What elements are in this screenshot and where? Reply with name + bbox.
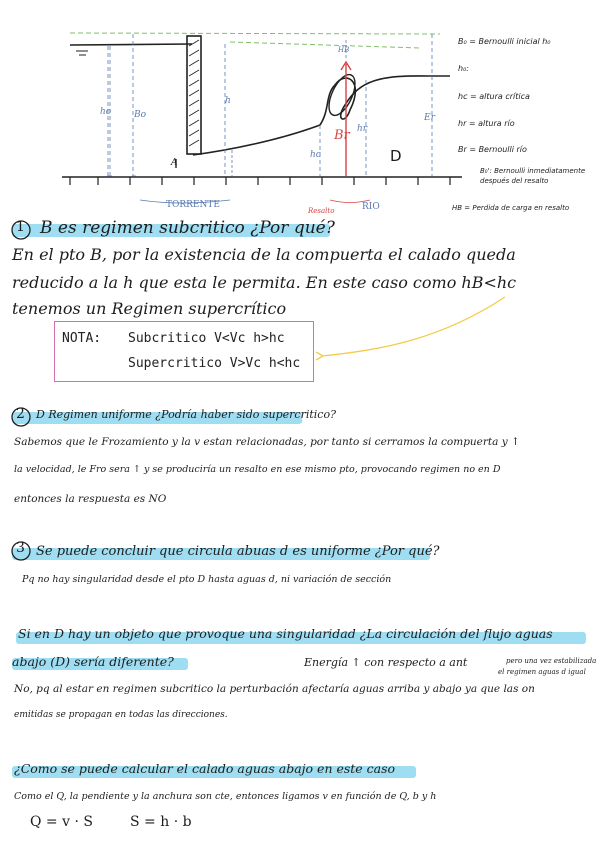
q4-side-note: pero una vez estabilizada (506, 657, 597, 665)
q4-side-note: el regimen aguas d igual (498, 668, 586, 676)
q3-number: 3 (16, 540, 25, 556)
q5-formula-q: Q = v · S (30, 814, 93, 830)
label-br: Br (334, 128, 350, 143)
legend-item: Br = Bernoulli río (458, 145, 527, 154)
label-er: Er (424, 113, 435, 123)
q4-title: abajo (D) sería diferente? (12, 654, 174, 669)
q1-line: En el pto B, por la existencia de la compuerta el calado queda (12, 245, 516, 264)
label-hb: HB (338, 46, 350, 54)
label-bo: Bo (134, 110, 147, 120)
q5-line: Como el Q, la pendiente y la anchura son cte, entonces ligamos v en función de Q, b y h (14, 791, 437, 802)
q4-line: No, pq al estar en regimen subcritico la perturbación afectaría aguas arriba y abajo ya que las on (14, 683, 535, 695)
legend-item: hc = altura crítica (458, 92, 530, 101)
q2-title: D Regimen uniforme ¿Podría haber sido supercritico? (36, 408, 336, 421)
note-line-supercritico: Supercritico V>Vc h<hc (128, 356, 301, 371)
q1-line: tenemos un Regimen supercrítico (12, 299, 287, 318)
note-label: NOTA: (62, 331, 102, 346)
q4-side-note: Energía ↑ con respecto a ant (304, 656, 468, 669)
q2-line: la velocidad, le Fro sera ↑ y se produciría un resalto en ese mismo pto, provocando regimen no en D (14, 464, 501, 475)
legend-item: B₀ = Bernoulli inicial h₀ (458, 37, 551, 46)
yellow-arrow (0, 0, 600, 400)
q4-title: Si en D hay un objeto que provoque una singularidad ¿La circulación del flujo aguas (18, 626, 553, 641)
q5-formula-s: S = h · b (130, 814, 192, 830)
q3-title: Se puede concluir que circula abuas d es uniforme ¿Por qué? (36, 544, 440, 559)
q3-line: Pq no hay singularidad desde el pto D hasta aguas d, ni variación de sección (22, 574, 392, 585)
note-line-subcritico: Subcritico V<Vc h>hc (128, 331, 285, 346)
q1-title: B es regimen subcritico ¿Por qué? (40, 218, 335, 238)
q1-line: reducido a la h que esta le permita. En este caso como hB<hc (12, 273, 517, 292)
label-hr: hr (357, 124, 368, 134)
legend-item: h₀: (458, 64, 469, 73)
q2-line: Sabemos que le Frozamiento y la v estan relacionadas, por tanto si cerramos la compuerta y ↑ (14, 436, 520, 448)
label-ho: ho (100, 107, 112, 117)
q2-number: 2 (16, 406, 25, 422)
label-torrente: TORRENTE (166, 200, 220, 210)
label-h: h (225, 96, 231, 106)
q2-line: entonces la respuesta es NO (14, 493, 167, 505)
q4-line: emitidas se propagan en todas las direcciones. (14, 710, 228, 720)
label-a: A (171, 158, 178, 168)
label-hc: hc (310, 150, 321, 160)
legend-item: B₀': Bernoulli inmediatamente después del resalto (480, 167, 586, 185)
legend-item: HB = Perdida de carga en resalto (452, 204, 570, 212)
q1-number: 1 (16, 219, 25, 235)
legend-item: hr = altura río (458, 119, 515, 128)
label-resalto: Resalto (308, 207, 335, 215)
q5-title: ¿Como se puede calcular el calado aguas abajo en este caso (14, 761, 396, 776)
label-rio: RIO (362, 202, 380, 212)
label-d: D (390, 147, 402, 165)
